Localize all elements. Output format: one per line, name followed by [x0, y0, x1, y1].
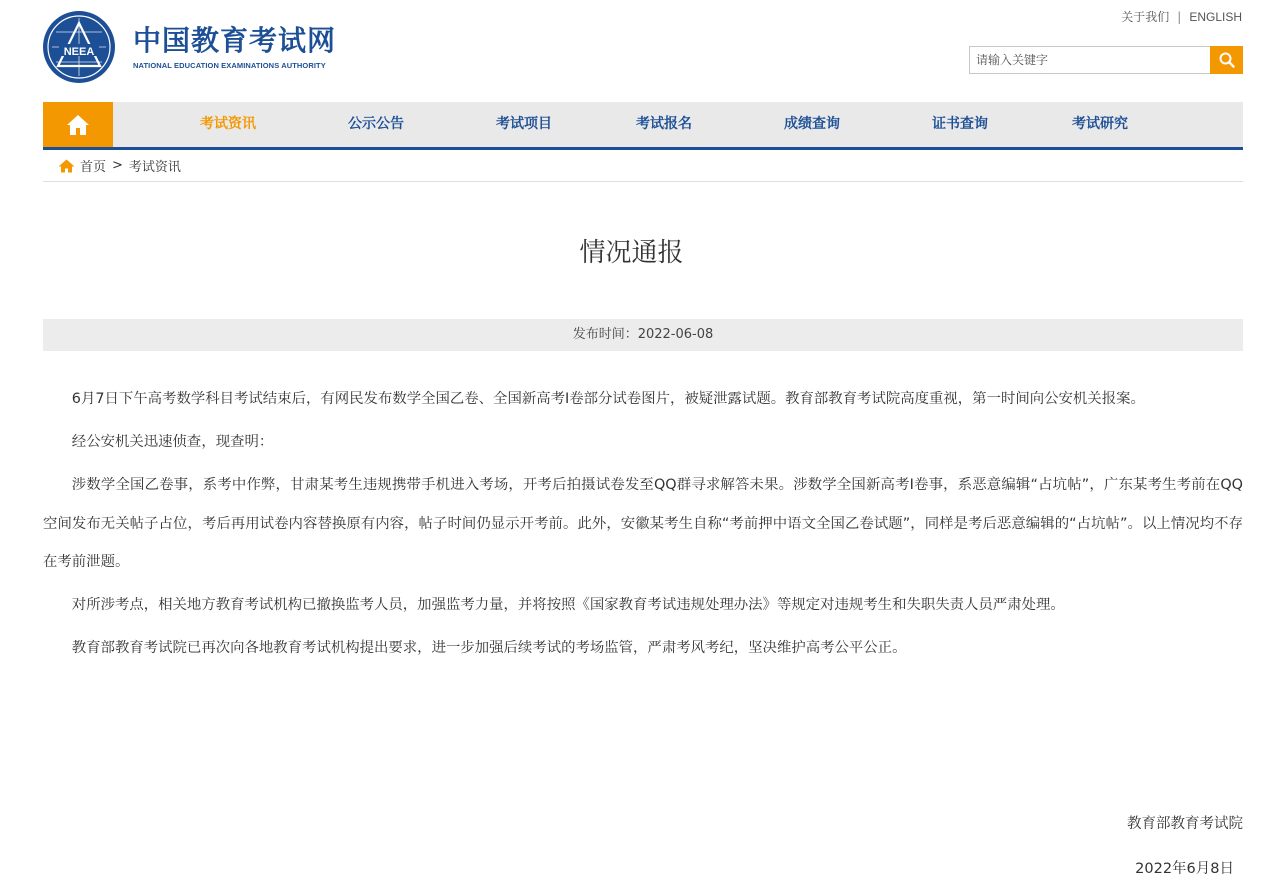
breadcrumb-home-link[interactable]: 首页 [80, 160, 107, 175]
nav-item-exam-news[interactable]: 考试资讯 [200, 116, 256, 132]
search-bar [969, 46, 1243, 74]
svg-text:NEEA: NEEA [63, 46, 95, 58]
home-icon [66, 114, 90, 136]
publish-time: 发布时间：2022-06-08 [43, 319, 1243, 351]
nav-item-exam-projects[interactable]: 考试项目 [496, 116, 552, 132]
main-nav [43, 102, 1243, 150]
top-links-separator: | [1177, 9, 1182, 24]
nav-home-button[interactable] [43, 102, 113, 147]
breadcrumb-home-icon [58, 159, 75, 173]
nav-item-announcements[interactable]: 公示公告 [348, 116, 404, 132]
nav-item-exam-registration[interactable]: 考试报名 [636, 116, 692, 132]
site-name-en: NATIONAL EDUCATION EXAMINATIONS AUTHORITY [133, 60, 326, 70]
nav-item-score-query[interactable]: 成绩查询 [784, 116, 840, 132]
english-link[interactable]: ENGLISH [1189, 9, 1242, 24]
neea-emblem-icon [42, 10, 116, 84]
breadcrumb [43, 150, 1243, 182]
article-paragraph: 6月7日下午高考数学科目考试结束后，有网民发布数学全国乙卷、全国新高考I卷部分试卷图片，被疑泄露试题。教育部教育考试院高度重视，第一时间向公安机关报案。 [71, 391, 1145, 407]
search-icon [1218, 51, 1236, 69]
article-content [43, 380, 1243, 672]
nav-item-exam-research[interactable]: 考试研究 [1072, 116, 1128, 132]
search-button[interactable] [1210, 46, 1243, 74]
about-us-link[interactable]: 关于我们 [1121, 10, 1170, 24]
article-paragraph: 对所涉考点，相关地方教育考试机构已撤换监考人员，加强监考力量，并将按照《国家教育考试违规处理办法》等规定对违规考生和失职失责人员严肃处理。 [71, 597, 1065, 613]
site-logo[interactable] [42, 10, 336, 84]
nav-item-certificate-query[interactable]: 证书查询 [932, 116, 988, 132]
breadcrumb-current-link[interactable]: 考试资讯 [128, 160, 181, 175]
top-links [1121, 8, 1242, 25]
article-paragraph: 教育部教育考试院已再次向各地教育考试机构提出要求，进一步加强后续考试的考场监管，严肃考风考纪，坚决维护高考公平公正。 [71, 640, 907, 656]
article-paragraph: 涉数学全国乙卷事，系考中作弊，甘肃某考生违规携带手机进入考场，开考后拍摄试卷发至QQ群寻求解答未果。涉数学全国新高考I卷事，系恶意编辑“占坑帖”，广东某考生考前在QQ空间发布无关帖子占位，考后再用试卷内容替换原有内容，帖子时间仍显示开考前。此外，安徽某考生自称“考前押中语文全国乙卷试题”，同样是考后恶意编辑的“占坑帖”。以上情况均不存在考前泄题。 [43, 477, 1243, 570]
breadcrumb-separator: > [112, 158, 123, 173]
article-paragraph: 经公安机关迅速侦查，现查明： [71, 434, 274, 450]
article-date: 2022年6月8日 [1135, 861, 1234, 877]
article-signature: 教育部教育考试院 [1127, 816, 1243, 832]
article-title: 情况通报 [579, 238, 684, 268]
site-name-cn: 中国教育考试网 [133, 23, 337, 57]
search-input[interactable] [969, 46, 1210, 74]
